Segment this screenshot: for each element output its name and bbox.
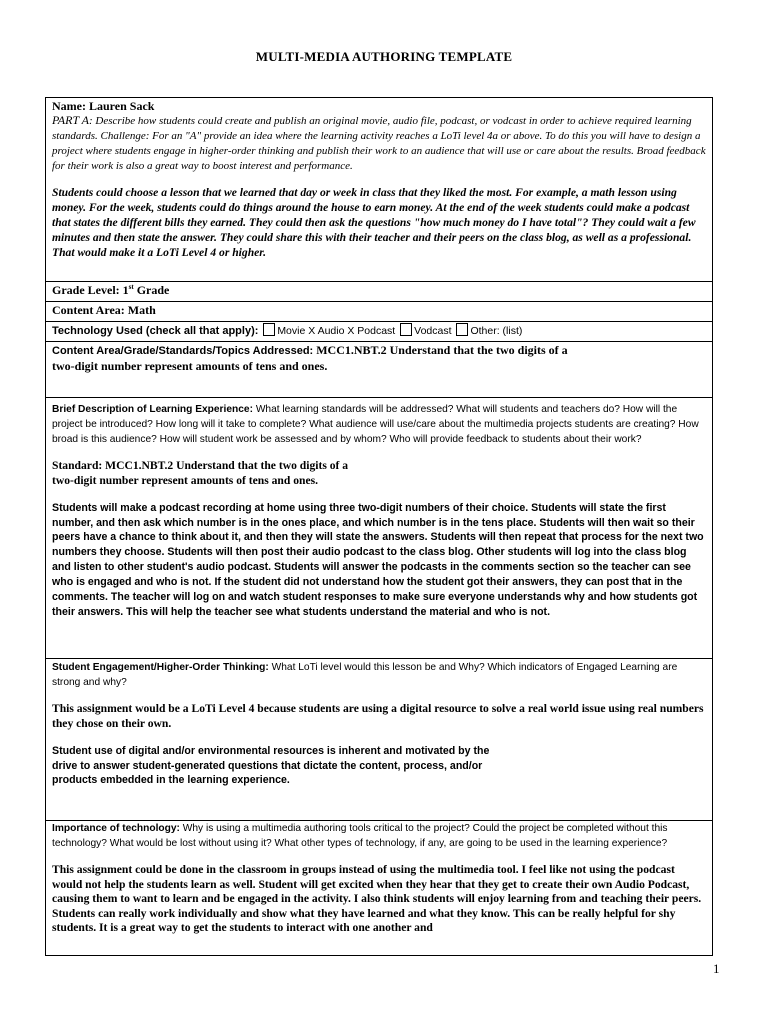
engagement-label: Student Engagement/Higher-Order Thinking: <box>52 662 269 673</box>
importance-question-block <box>52 822 706 851</box>
name-part-a-row <box>46 98 713 282</box>
engagement-answer-2-line2: drive to answer student-generated questions that dictate the content, process, and/or <box>52 759 483 772</box>
grade-level-row <box>46 282 713 302</box>
engagement-answer-2 <box>52 744 706 789</box>
part-a-prompt-text: : Describe how students could create and publish an original movie, audio file, podcast, or vodcast in order to achieve required learning standards. Challenge: For an "A" provide an idea where the learning activity reaches a LoTi level 4a or above. To do this you will have to design a project where students engage in higher-order thinking and publish their work to an audience that will use or care about the results. Broad feedback for their work is also a great way to boost interest and performance. <box>52 115 706 172</box>
engagement-question-block <box>52 660 706 690</box>
name-label: Name: <box>52 99 86 113</box>
part-a-label: PART A <box>52 113 90 127</box>
part-a-answer: Students could choose a lesson that we learned that day or week in class that they liked the most. For example, a math lesson using money. For the week, students could do things around the house to earn money. At the end of the week students could make a podcast that states the different bills they earned. They could then ask the questions "how much money do I have total"? They could wait a few minutes and then state the answer. They could share this with their teacher and their peers on the class blog, as well as a professional. That would make it a LoTi Level 4 or higher. <box>52 186 696 259</box>
description-question: What learning standards will be addressed? What will students and teachers do? How will the project be introduced? How long will it take to complete? What audience will use/care about the multimedia projects students are creating? How broad is this audience? How will student work be assessed and by whom? Who will provide feedback to students about their work? <box>52 404 699 445</box>
description-label: Brief Description of Learning Experience: <box>52 404 253 415</box>
grade-level-value: Grade <box>136 283 170 297</box>
engagement-question: What LoTi level would this lesson be and Why? Which indicators of Engaged Learning are strong and why? <box>52 662 678 688</box>
importance-question: Why is using a multimedia authoring tools critical to the project? Could the project be completed without this technology? What would be lost without using it? What other types of technology, if any, are going to be used in the learning experience? <box>52 823 668 849</box>
grade-level-label: Grade Level: <box>52 283 120 297</box>
technology-line <box>52 323 706 337</box>
content-area-value: Math <box>127 303 156 317</box>
technology-option-vodcast: Vodcast <box>414 325 452 337</box>
vodcast-checkbox[interactable] <box>400 323 412 336</box>
description-standard <box>52 459 706 489</box>
description-answer: Students will make a podcast recording at home using three two-digit numbers of their choice. Students will state the first number, and then ask which number is in the ones place, and which number is in the tens place. Students will then wait so their peers have a chance to think about it, and then they will state the answers. Students will then repeat that process for the next two numbers they choose. Students will then post their audio podcast to the class blog. Other students will log into the class blog and listen to other student's audio podcast. Students will answer the podcasts in the comments section so the teacher can see who is engaged and who is not. If the student did not understand how the student got their answers, they can post that in the comments. The teacher will log on and watch student responses to make sure everyone understands why and how students got their answers. This will help the teacher see what students understand the material and who is not. <box>52 501 704 618</box>
technology-label: Technology Used (check all that apply): <box>52 325 259 337</box>
importance-label: Importance of technology: <box>52 823 180 834</box>
description-row <box>46 398 713 659</box>
technology-option-movie: Movie X Audio X Podcast <box>277 325 396 337</box>
movie-checkbox[interactable] <box>263 323 275 336</box>
part-a-prompt <box>52 113 706 174</box>
other-checkbox[interactable] <box>456 323 468 336</box>
description-question-block <box>52 402 706 447</box>
page-number: 1 <box>713 961 720 976</box>
grade-level-line <box>52 283 706 298</box>
engagement-answer-2-line3: products embedded in the learning experience. <box>52 774 290 787</box>
content-area-label: Content Area: <box>52 303 125 317</box>
importance-row <box>46 821 713 956</box>
standards-value-line2: two-digit number represent amounts of tens and ones. <box>52 358 328 373</box>
standards-value-line1: MCC1.NBT.2 Understand that the two digits of a <box>316 343 568 357</box>
standards-row <box>46 342 713 398</box>
content-area-line <box>52 303 706 318</box>
page-title: MULTI-MEDIA AUTHORING TEMPLATE <box>255 49 513 64</box>
standards-label: Content Area/Grade/Standards/Topics Addressed: <box>52 345 314 357</box>
engagement-row <box>46 659 713 821</box>
template-table <box>45 97 713 956</box>
technology-row <box>46 322 713 342</box>
name-line <box>52 99 706 113</box>
name-value: Lauren Sack <box>88 99 155 113</box>
importance-answer: This assignment could be done in the classroom in groups instead of using the multimedia tool. I feel like not using the podcast would not help the students learn as well. Student will get excited when they hear that they get to create their own Audio Podcast, causing them to want to learn and be engaged in the activity. I also think students will enjoy learning from and teaching their peers. Students can really work individually and show what they have learned and what they know. This can be really helpful for shy students. It is a great way to get the students to interact with one another and <box>52 863 702 935</box>
grade-level-number: 1 <box>122 283 129 297</box>
description-standard-line2: two-digit number represent amounts of tens and ones. <box>52 473 319 487</box>
content-area-row <box>46 302 713 322</box>
description-standard-line1: Standard: MCC1.NBT.2 Understand that the two digits of a <box>52 459 349 472</box>
standards-block <box>52 343 706 373</box>
engagement-answer-2-line1: Student use of digital and/or environmental resources is inherent and motivated by the <box>52 744 490 757</box>
grade-level-suffix: st <box>128 283 134 291</box>
technology-option-other: Other: (list) <box>470 325 523 337</box>
engagement-answer: This assignment would be a LoTi Level 4 because students are using a digital resource to solve a real world issue using real numbers they chose on their own. <box>52 702 704 730</box>
